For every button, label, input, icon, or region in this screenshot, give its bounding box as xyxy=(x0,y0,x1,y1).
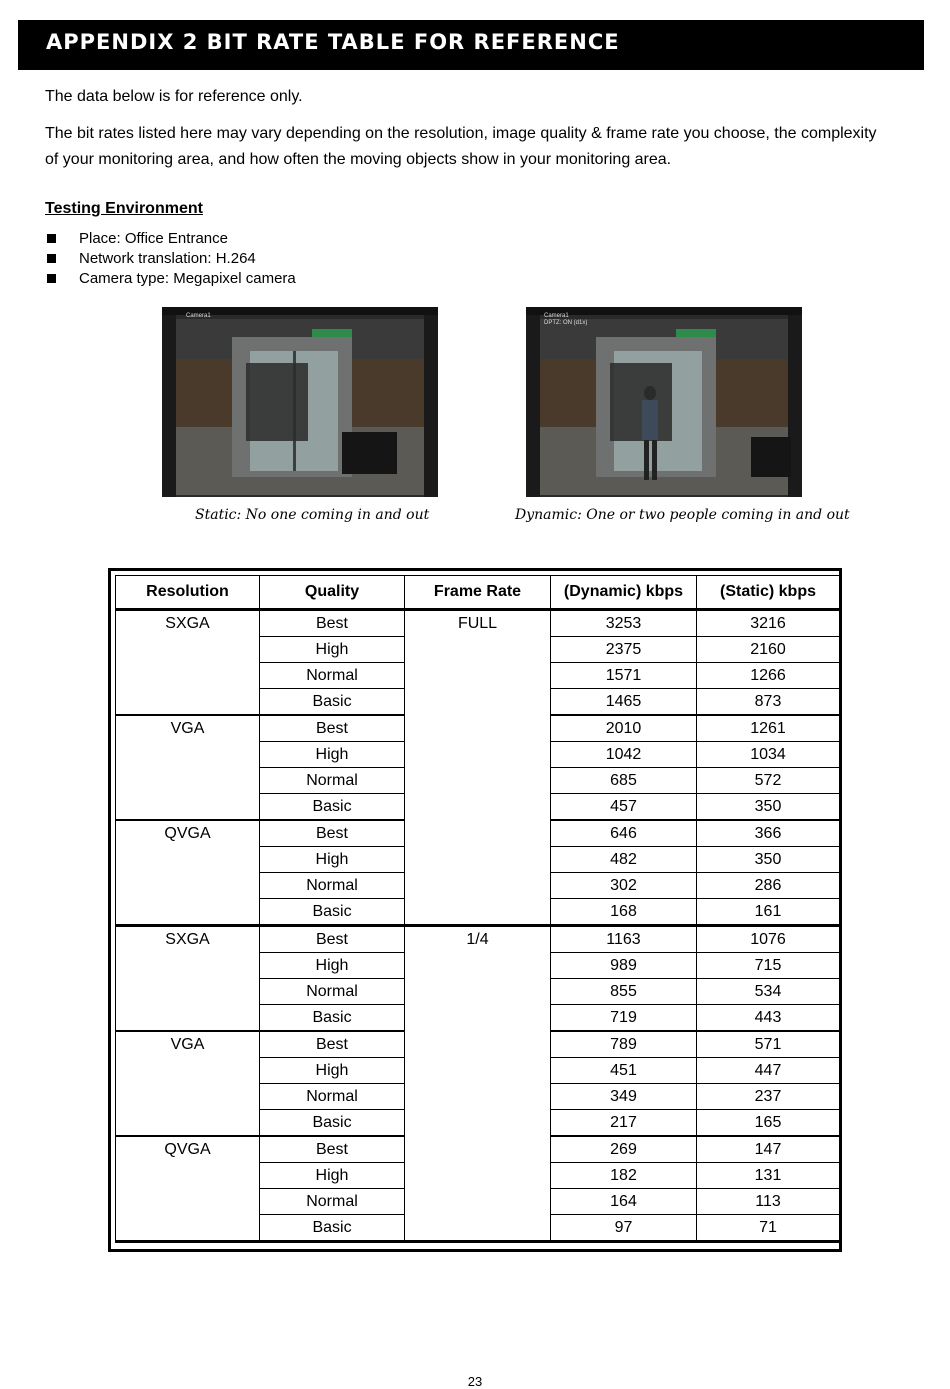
list-item-text: Place: Office Entrance xyxy=(79,230,228,247)
quality-cell: Best xyxy=(260,1136,405,1163)
quality-cell: Basic xyxy=(260,1005,405,1032)
dynamic-kbps-cell: 2375 xyxy=(551,637,697,663)
static-kbps-cell: 1076 xyxy=(697,926,840,953)
static-kbps-cell: 1034 xyxy=(697,742,840,768)
camera-overlay-title: Camera1 xyxy=(186,313,211,319)
quality-cell: Best xyxy=(260,715,405,742)
static-kbps-cell: 571 xyxy=(697,1031,840,1058)
list-item-text: Camera type: Megapixel camera xyxy=(79,270,296,287)
dynamic-kbps-cell: 1042 xyxy=(551,742,697,768)
dynamic-kbps-cell: 646 xyxy=(551,820,697,847)
static-kbps-cell: 147 xyxy=(697,1136,840,1163)
resolution-cell: VGA xyxy=(116,1031,260,1136)
quality-cell: Best xyxy=(260,610,405,637)
bitrate-table xyxy=(115,575,840,1243)
dynamic-camera-image xyxy=(526,307,802,497)
quality-cell: High xyxy=(260,847,405,873)
resolution-cell: SXGA xyxy=(116,926,260,1032)
list-item-text: Network translation: H.264 xyxy=(79,250,256,267)
dynamic-kbps-cell: 451 xyxy=(551,1058,697,1084)
static-kbps-cell: 350 xyxy=(697,794,840,821)
static-kbps-cell: 1266 xyxy=(697,663,840,689)
static-kbps-cell: 350 xyxy=(697,847,840,873)
bullet-square-icon xyxy=(47,234,56,243)
resolution-cell: VGA xyxy=(116,715,260,820)
dynamic-kbps-cell: 719 xyxy=(551,1005,697,1032)
dynamic-kbps-cell: 168 xyxy=(551,899,697,926)
dynamic-kbps-cell: 3253 xyxy=(551,610,697,637)
static-kbps-cell: 131 xyxy=(697,1163,840,1189)
column-header-resolution: Resolution xyxy=(116,576,260,610)
static-kbps-cell: 286 xyxy=(697,873,840,899)
static-caption: Static: No one coming in and out xyxy=(195,507,430,523)
static-kbps-cell: 3216 xyxy=(697,610,840,637)
dynamic-kbps-cell: 164 xyxy=(551,1189,697,1215)
resolution-cell: QVGA xyxy=(116,1136,260,1242)
static-kbps-cell: 161 xyxy=(697,899,840,926)
camera-overlay-subtitle: DPTZ: ON (d1x) xyxy=(544,320,588,326)
frame-rate-cell: FULL xyxy=(405,610,551,926)
quality-cell: Basic xyxy=(260,689,405,716)
intro-line-2: The bit rates listed here may vary depending on the resolution, image quality & frame rate you choose, the complexity of your monitoring area, and how often the moving objects show in your monitoring area. xyxy=(45,125,877,168)
static-kbps-cell: 237 xyxy=(697,1084,840,1110)
column-header-quality: Quality xyxy=(260,576,405,610)
dynamic-kbps-cell: 97 xyxy=(551,1215,697,1242)
testing-environment-list xyxy=(45,229,296,289)
table-row xyxy=(116,610,840,637)
column-header-dynamic-kbps: (Dynamic) kbps xyxy=(551,576,697,610)
quality-cell: Basic xyxy=(260,1215,405,1242)
page-number: 23 xyxy=(467,1374,483,1389)
static-kbps-cell: 873 xyxy=(697,689,840,716)
quality-cell: Best xyxy=(260,820,405,847)
bullet-square-icon xyxy=(47,274,56,283)
dynamic-kbps-cell: 685 xyxy=(551,768,697,794)
list-item xyxy=(45,229,296,249)
dynamic-kbps-cell: 855 xyxy=(551,979,697,1005)
quality-cell: Normal xyxy=(260,873,405,899)
quality-cell: Normal xyxy=(260,768,405,794)
bitrate-table-frame xyxy=(108,568,842,1252)
static-kbps-cell: 113 xyxy=(697,1189,840,1215)
dynamic-kbps-cell: 1465 xyxy=(551,689,697,716)
quality-cell: High xyxy=(260,1058,405,1084)
quality-cell: High xyxy=(260,637,405,663)
dynamic-kbps-cell: 2010 xyxy=(551,715,697,742)
static-kbps-cell: 572 xyxy=(697,768,840,794)
dynamic-kbps-cell: 182 xyxy=(551,1163,697,1189)
static-kbps-cell: 71 xyxy=(697,1215,840,1242)
dynamic-caption: Dynamic: One or two people coming in and out xyxy=(515,507,850,523)
column-header-frame-rate: Frame Rate xyxy=(405,576,551,610)
static-kbps-cell: 1261 xyxy=(697,715,840,742)
dynamic-kbps-cell: 457 xyxy=(551,794,697,821)
camera-overlay-title: Camera1 xyxy=(544,313,569,319)
dynamic-kbps-cell: 789 xyxy=(551,1031,697,1058)
static-kbps-cell: 534 xyxy=(697,979,840,1005)
quality-cell: Basic xyxy=(260,794,405,821)
bullet-square-icon xyxy=(47,254,56,263)
table-row xyxy=(116,926,840,953)
quality-cell: Basic xyxy=(260,899,405,926)
resolution-cell: SXGA xyxy=(116,610,260,716)
testing-environment-heading: Testing Environment xyxy=(45,200,203,217)
intro-line-1: The data below is for reference only. xyxy=(45,88,303,105)
quality-cell: Normal xyxy=(260,1084,405,1110)
dynamic-kbps-cell: 989 xyxy=(551,953,697,979)
static-kbps-cell: 447 xyxy=(697,1058,840,1084)
list-item xyxy=(45,249,296,269)
dynamic-kbps-cell: 269 xyxy=(551,1136,697,1163)
quality-cell: High xyxy=(260,953,405,979)
dynamic-kbps-cell: 302 xyxy=(551,873,697,899)
page-title: APPENDIX 2 BIT RATE TABLE FOR REFERENCE xyxy=(46,30,620,54)
static-camera-image xyxy=(162,307,438,497)
list-item xyxy=(45,269,296,289)
static-kbps-cell: 366 xyxy=(697,820,840,847)
table-body xyxy=(116,610,840,1242)
resolution-cell: QVGA xyxy=(116,820,260,926)
static-kbps-cell: 443 xyxy=(697,1005,840,1032)
quality-cell: Normal xyxy=(260,979,405,1005)
static-kbps-cell: 715 xyxy=(697,953,840,979)
table-header-row xyxy=(116,576,840,610)
quality-cell: Basic xyxy=(260,1110,405,1137)
quality-cell: High xyxy=(260,1163,405,1189)
dynamic-kbps-cell: 1571 xyxy=(551,663,697,689)
static-kbps-cell: 165 xyxy=(697,1110,840,1137)
column-header-static-kbps: (Static) kbps xyxy=(697,576,840,610)
dynamic-kbps-cell: 482 xyxy=(551,847,697,873)
quality-cell: Normal xyxy=(260,1189,405,1215)
quality-cell: Best xyxy=(260,1031,405,1058)
quality-cell: Normal xyxy=(260,663,405,689)
quality-cell: Best xyxy=(260,926,405,953)
dynamic-kbps-cell: 349 xyxy=(551,1084,697,1110)
frame-rate-cell: 1/4 xyxy=(405,926,551,1242)
dynamic-kbps-cell: 217 xyxy=(551,1110,697,1137)
header-bar xyxy=(18,20,924,70)
static-kbps-cell: 2160 xyxy=(697,637,840,663)
dynamic-kbps-cell: 1163 xyxy=(551,926,697,953)
quality-cell: High xyxy=(260,742,405,768)
